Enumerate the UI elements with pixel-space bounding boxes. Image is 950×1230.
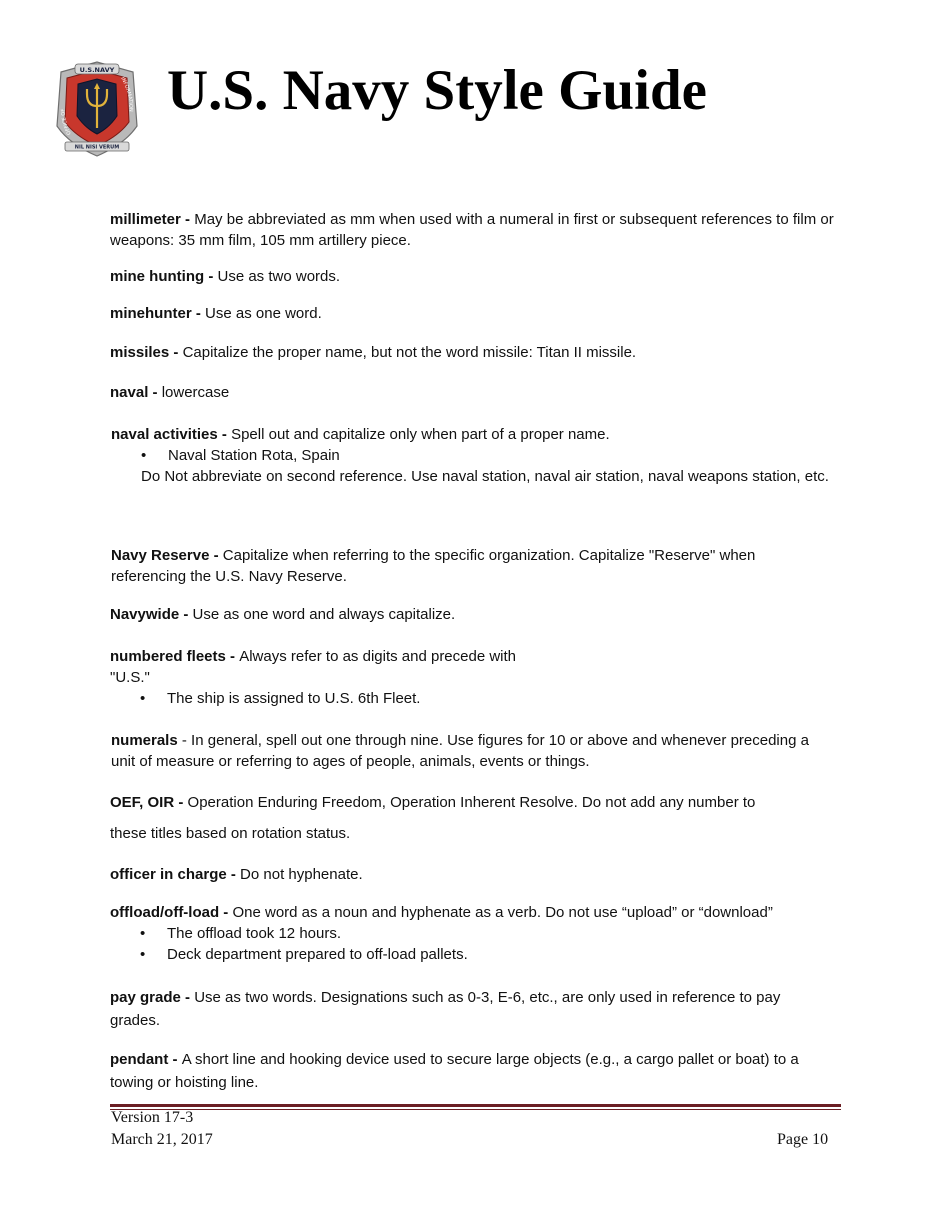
entry-text: Use as two words. bbox=[217, 268, 341, 285]
page-title: U.S. Navy Style Guide bbox=[167, 59, 707, 122]
entry-term: naval bbox=[110, 384, 149, 401]
entry-text: A short line and hooking device used to secure large objects (e.g., a cargo pallet or boat) to a towing or hoisting line. bbox=[110, 1051, 799, 1091]
entry-term: millimeter bbox=[110, 211, 181, 228]
entry-text: Operation Enduring Freedom, Operation Inherent Resolve. Do not add any number to bbox=[187, 794, 756, 811]
glossary-entry: missiles - Capitalize the proper name, but not the word missile: Titan II missile. bbox=[110, 344, 637, 361]
entry-text: Always refer to as digits and precede with bbox=[239, 648, 517, 665]
glossary-entry: millimeter - May be abbreviated as mm when used with a numeral in first or subsequent references to film or weapons: 35 mm film, 105 mm artillery piece. bbox=[110, 211, 834, 249]
bullet-item: • The ship is assigned to U.S. 6th Fleet. bbox=[110, 688, 835, 709]
glossary-entry: naval activities - Spell out and capitalize only when part of a proper name. • Naval Station Rota, Spain Do Not abbreviate on second reference. Use naval station, naval air station, naval weapons station, etc. bbox=[111, 424, 836, 487]
glossary-entry: officer in charge - Do not hyphenate. bbox=[110, 866, 363, 883]
entry-term: offload/off-load bbox=[110, 904, 220, 921]
entry-note: Do Not abbreviate on second reference. Use naval station, naval air station, naval weapons station, etc. bbox=[141, 468, 829, 485]
seal-right-text: INFORMATION bbox=[119, 76, 134, 112]
bullet-item: • Deck department prepared to off-load pallets. bbox=[110, 944, 840, 965]
glossary-entry: numbered fleets - Always refer to as digits and precede with "U.S." • The ship is assigned to U.S. 6th Fleet. bbox=[110, 646, 835, 709]
entry-term: Navy Reserve bbox=[111, 547, 210, 564]
glossary-entry: Navywide - Use as one word and always capitalize. bbox=[110, 606, 456, 623]
entry-text: Use as two words. Designations such as 0-3, E-6, etc., are only used in reference to pay grades. bbox=[110, 989, 781, 1029]
seal-motto: NIL NISI VERUM bbox=[74, 144, 120, 151]
entry-text-line2: these titles based on rotation status. bbox=[110, 825, 351, 842]
glossary-entry: naval - lowercase bbox=[110, 384, 230, 401]
entry-text: Capitalize the proper name, but not the word missile: Titan II missile. bbox=[182, 344, 637, 361]
entry-term: minehunter bbox=[110, 305, 192, 322]
entry-text: May be abbreviated as mm when used with a numeral in first or subsequent references to film or weapons: 35 mm film, 105 mm artillery piece. bbox=[110, 211, 834, 249]
glossary-entry: numerals - In general, spell out one through nine. Use figures for 10 or above and whenever preceding a unit of measure or referring to ages of people, animals, events or things. bbox=[111, 732, 809, 770]
footer-version: Version 17-3 bbox=[111, 1109, 194, 1126]
entry-text: Capitalize when referring to the specific organization. Capitalize "Reserve" when referencing the U.S. Navy Reserve. bbox=[111, 547, 756, 585]
entry-term: OEF, OIR bbox=[110, 794, 175, 811]
entry-text: One word as a noun and hyphenate as a verb. Do not use “upload” or “download” bbox=[232, 904, 773, 921]
entry-term: pendant bbox=[110, 1051, 169, 1068]
entry-term: missiles bbox=[110, 344, 170, 361]
footer-date: March 21, 2017 bbox=[111, 1131, 213, 1148]
entry-term: numerals bbox=[111, 732, 178, 749]
footer-page-number: Page 10 bbox=[777, 1131, 829, 1148]
entry-term: pay grade bbox=[110, 989, 181, 1006]
seal-top-text: U.S.NAVY bbox=[79, 66, 115, 74]
glossary-entry: Navy Reserve - Capitalize when referring to the specific organization. Capitalize "Reserve" when referencing the U.S. Navy Reserve. bbox=[111, 547, 756, 585]
entry-term: numbered fleets bbox=[110, 648, 226, 665]
navy-info-office-seal-icon bbox=[53, 56, 141, 162]
glossary-entry: minehunter - Use as one word. bbox=[110, 305, 322, 322]
entry-term: mine hunting bbox=[110, 268, 205, 285]
entry-term: naval activities bbox=[111, 426, 218, 443]
entry-term: officer in charge bbox=[110, 866, 227, 883]
seal-left-text: OFFICE OF bbox=[60, 108, 73, 136]
glossary-entry: pay grade - Use as two words. Designations such as 0-3, E-6, etc., are only used in reference to pay grades. bbox=[110, 989, 781, 1029]
entry-text: Use as one word. bbox=[205, 305, 322, 322]
entry-text: In general, spell out one through nine. Use figures for 10 or above and whenever preceding a unit of measure or referring to ages of people, animals, events or things. bbox=[111, 732, 809, 770]
bullet-item: • The offload took 12 hours. bbox=[110, 923, 840, 944]
entry-text-line2: "U.S." bbox=[110, 669, 150, 686]
glossary-entry: offload/off-load - One word as a noun and hyphenate as a verb. Do not use “upload” or “download” • The offload took 12 hours. • Deck department prepared to off-load pallets. bbox=[110, 902, 840, 965]
bullet-item: • Naval Station Rota, Spain bbox=[111, 445, 836, 466]
footer-divider-thin bbox=[110, 1109, 841, 1110]
entry-text: lowercase bbox=[161, 384, 230, 401]
footer-divider bbox=[110, 1104, 841, 1107]
glossary-entry: OEF, OIR - Operation Enduring Freedom, Operation Inherent Resolve. Do not add any number to these titles based on rotation status. bbox=[110, 792, 835, 844]
entry-text: Do not hyphenate. bbox=[240, 866, 363, 883]
entry-text: Spell out and capitalize only when part of a proper name. bbox=[231, 426, 610, 443]
glossary-entry: mine hunting - Use as two words. bbox=[110, 268, 341, 285]
entry-text: Use as one word and always capitalize. bbox=[192, 606, 456, 623]
glossary-entry: pendant - A short line and hooking device used to secure large objects (e.g., a cargo pallet or boat) to a towing or hoisting line. bbox=[110, 1051, 799, 1091]
entry-term: Navywide bbox=[110, 606, 180, 623]
